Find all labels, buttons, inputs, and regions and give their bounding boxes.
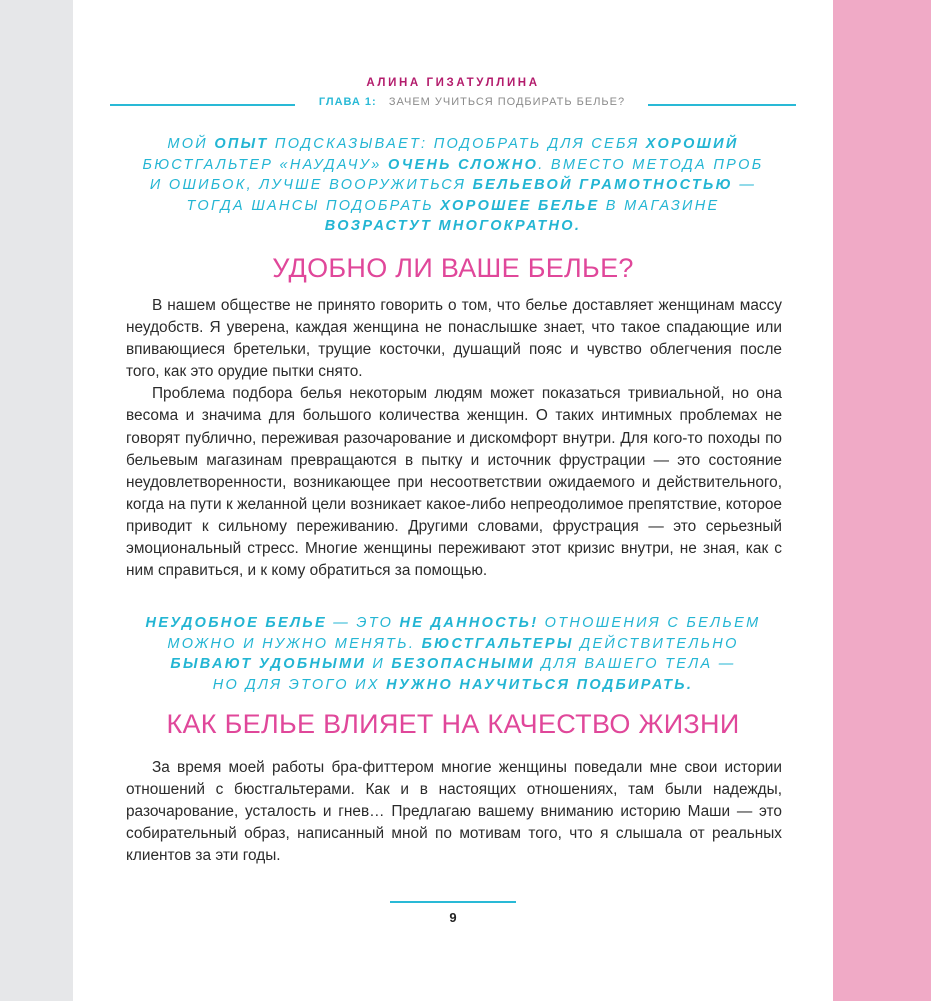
callout-line: БЮСТГАЛЬТЕР «НАУДАЧУ» ОЧЕНЬ СЛОЖНО. ВМЕСТО МЕТОДА ПРОБ — [142, 156, 764, 173]
running-header-author: АЛИНА ГИЗАТУЛЛИНА — [366, 77, 540, 89]
paragraph: За время моей работы бра-фиттером многие женщины поведали мне свои истории отношений с бюстгальтерами. Как и в настоящих отношениях, там были надежды, разочарование, усталость и гнев… Предлагаю вашему вниманию историю Маши — это собирательный образ, написанный мной по мотивам того, что я слышала от реальных клиентов за эти годы. — [126, 759, 782, 865]
section-body — [126, 295, 782, 582]
chapter-title: ЗАЧЕМ УЧИТЬСЯ ПОДБИРАТЬ БЕЛЬЕ? — [388, 96, 626, 108]
section-heading: КАК БЕЛЬЕ ВЛИЯЕТ НА КАЧЕСТВО ЖИЗНИ — [166, 709, 740, 739]
callout-line: НО ДЛЯ ЭТОГО ИХ НУЖНО НАУЧИТЬСЯ ПОДБИРАТЬ. — [212, 676, 694, 693]
header-rule-right — [648, 104, 796, 106]
callout-line: ВОЗРАСТУТ МНОГОКРАТНО. — [324, 218, 582, 234]
callout-quote-1 — [113, 134, 793, 237]
callout-quote-2 — [113, 613, 793, 695]
paragraph: Проблема подбора белья некоторым людям может показаться тривиальной, но она весома и значима для большого количества женщин. О таких интимных проблемах не говорят публично, переживая разочарование и дискомфорт внутри. Для кого-то походы по бельевым магазинам превращаются в пытку и источник фрустрации — это состояние неудовлетворенности, возникающее при несоответствии ожидаемого и действительного, когда на пути к желанной цели возникает какое-либо непреодолимое препятствие, которое приводит к сильному переживанию. Другими словами, фрустрация — это серьезный эмоциональный стресс. Многие женщины переживают этот кризис внутри, не зная, как с ним справиться, и к кому обратиться за помощью. — [126, 385, 782, 580]
header-rule-left — [110, 104, 295, 106]
chapter-label: ГЛАВА 1: — [318, 96, 377, 108]
section-heading: УДОБНО ЛИ ВАШЕ БЕЛЬЕ? — [272, 253, 634, 283]
left-margin-band — [0, 0, 73, 1001]
callout-line: БЫВАЮТ УДОБНЫМИ И БЕЗОПАСНЫМИ ДЛЯ ВАШЕГО ТЕЛА — — [170, 656, 736, 672]
callout-line: НЕУДОБНОЕ БЕЛЬЕ — ЭТО НЕ ДАННОСТЬ! ОТНОШЕНИЯ С БЕЛЬЕМ — [145, 615, 761, 631]
folio-rule — [390, 901, 516, 903]
book-page — [73, 0, 833, 1001]
callout-line: И ОШИБОК, ЛУЧШЕ ВООРУЖИТЬСЯ БЕЛЬЕВОЙ ГРАМОТНОСТЬЮ — — [149, 177, 757, 193]
callout-line: МОЖНО И НУЖНО МЕНЯТЬ. БЮСТГАЛЬТЕРЫ ДЕЙСТВИТЕЛЬНО — [167, 635, 739, 652]
paragraph: В нашем обществе не принято говорить о том, что белье доставляет женщинам массу неудобств. Я уверена, каждая женщина не понаслышке знает, что такое спадающие или впивающиеся бретельки, трущие косточки, душащий пояс и чувство облегчения после того, как это орудие пытки снято. — [126, 297, 782, 381]
running-header-chapter — [110, 95, 796, 113]
page-number: 9 — [449, 910, 457, 925]
callout-line: МОЙ ОПЫТ ПОДСКАЗЫВАЕТ: ПОДОБРАТЬ ДЛЯ СЕБЯ ХОРОШИЙ — [167, 136, 739, 152]
section-body — [126, 757, 782, 867]
right-pink-band — [833, 0, 931, 1001]
callout-line: ТОГДА ШАНСЫ ПОДОБРАТЬ ХОРОШЕЕ БЕЛЬЕ В МАГАЗИНЕ — [186, 197, 720, 214]
chapter-line — [302, 96, 642, 108]
